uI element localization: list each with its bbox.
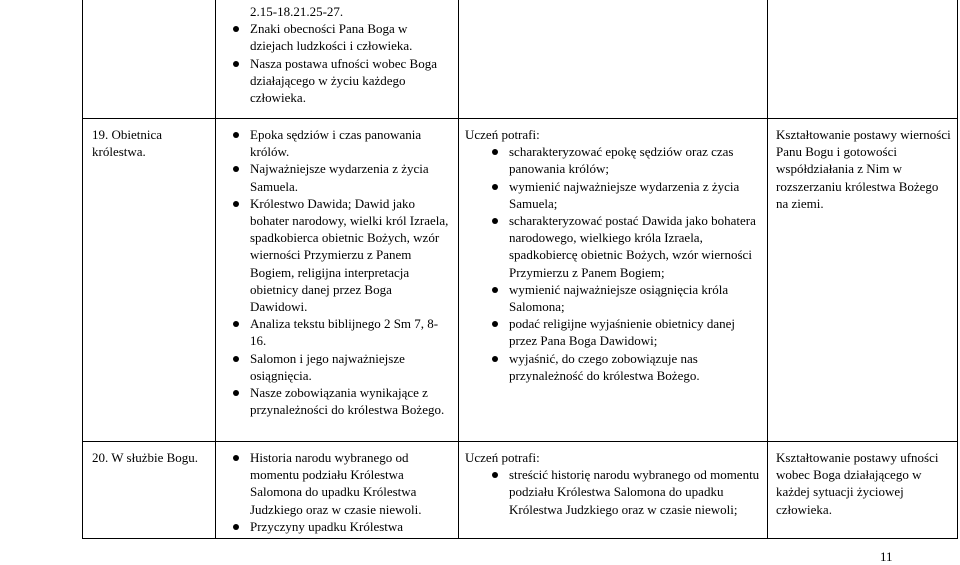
outcomes-list xyxy=(465,143,763,384)
table-border-col2 xyxy=(458,0,459,539)
row-outcomes xyxy=(465,126,763,384)
page-number: 11 xyxy=(880,549,893,564)
table-border-col1 xyxy=(215,0,216,539)
list-item: Salomon i jego najważniejsze osiągnięcia. xyxy=(231,350,451,384)
list-item: Nasze zobowiązania wynikające z przynależności do królestwa Bożego. xyxy=(231,384,451,418)
list-item: Nasza postawa ufności wobec Boga działającego w życiu każdego człowieka. xyxy=(231,55,451,107)
table-border-col3 xyxy=(767,0,768,539)
list-item: Najważniejsze wydarzenia z życia Samuela. xyxy=(231,160,451,194)
list-item: Historia narodu wybranego od momentu podziału Królestwa Salomona do upadku Królestwa Judzkiego oraz w czasie niewoli. xyxy=(231,449,451,518)
continuation-reference: 2.15-18.21.25-27. xyxy=(250,4,344,19)
continuation-list xyxy=(231,20,451,106)
table-border-right xyxy=(957,0,958,539)
outcomes-heading: Uczeń potrafi: xyxy=(465,450,540,465)
list-item: scharakteryzować postać Dawida jako bohatera narodowego, wielkiego króla Izraela, spadkobiercę obietnic Bożych, wzór wierności Przymierzu z Panem Bogiem; xyxy=(490,212,763,281)
list-item: Przyczyny upadku Królestwa xyxy=(231,518,451,535)
list-item: wymienić najważniejsze osiągnięcia króla Salomona; xyxy=(490,281,763,315)
list-item: Analiza tekstu biblijnego 2 Sm 7, 8-16. xyxy=(231,315,451,349)
row-title: 20. W służbie Bogu. xyxy=(92,450,199,465)
list-item: Królestwo Dawida; Dawid jako bohater narodowy, wielki król Izraela, spadkobierca obietnic Bożych, wzór wierności Przymierzu z Panem Bogiem, religijna interpretacja obietnicy danej przez Boga Dawidowi. xyxy=(231,195,451,315)
content-list xyxy=(231,449,451,535)
table-row-divider xyxy=(82,118,958,119)
list-item: wyjaśnić, do czego zobowiązuje nas przynależność do królestwa Bożego. xyxy=(490,350,763,384)
list-item: Epoka sędziów i czas panowania królów. xyxy=(231,126,451,160)
list-item: wymienić najważniejsze wydarzenia z życia Samuela; xyxy=(490,178,763,212)
list-item: Znaki obecności Pana Boga w dziejach ludzkości i człowieka. xyxy=(231,20,451,54)
row-content xyxy=(231,126,451,418)
list-item: podać religijne wyjaśnienie obietnicy danej przez Pana Boga Dawidowi; xyxy=(490,315,763,349)
table-border-left xyxy=(82,0,83,539)
row-title: 19. Obietnica królestwa. xyxy=(92,127,163,160)
list-item: scharakteryzować epokę sędziów oraz czas panowania królów; xyxy=(490,143,763,177)
outcomes-list xyxy=(465,466,763,518)
row-attitudes: Kształtowanie postawy wierności Panu Bogu i gotowości współdziałania z Nim w rozszerzaniu królestwa Bożego na ziemi. xyxy=(776,127,951,211)
row-outcomes xyxy=(465,449,763,518)
table-row-divider xyxy=(82,441,958,442)
table-bottom-border xyxy=(82,538,958,539)
outcomes-heading: Uczeń potrafi: xyxy=(465,127,540,142)
content-list xyxy=(231,126,451,418)
row-attitudes: Kształtowanie postawy ufności wobec Boga działającego w każdej sytuacji życiowej człowieka. xyxy=(776,450,939,517)
row-content xyxy=(231,449,451,535)
continuation-content xyxy=(231,3,451,106)
list-item: streścić historię narodu wybranego od momentu podziału Królestwa Salomona do upadku Królestwa Judzkiego oraz w czasie niewoli; xyxy=(490,466,763,518)
